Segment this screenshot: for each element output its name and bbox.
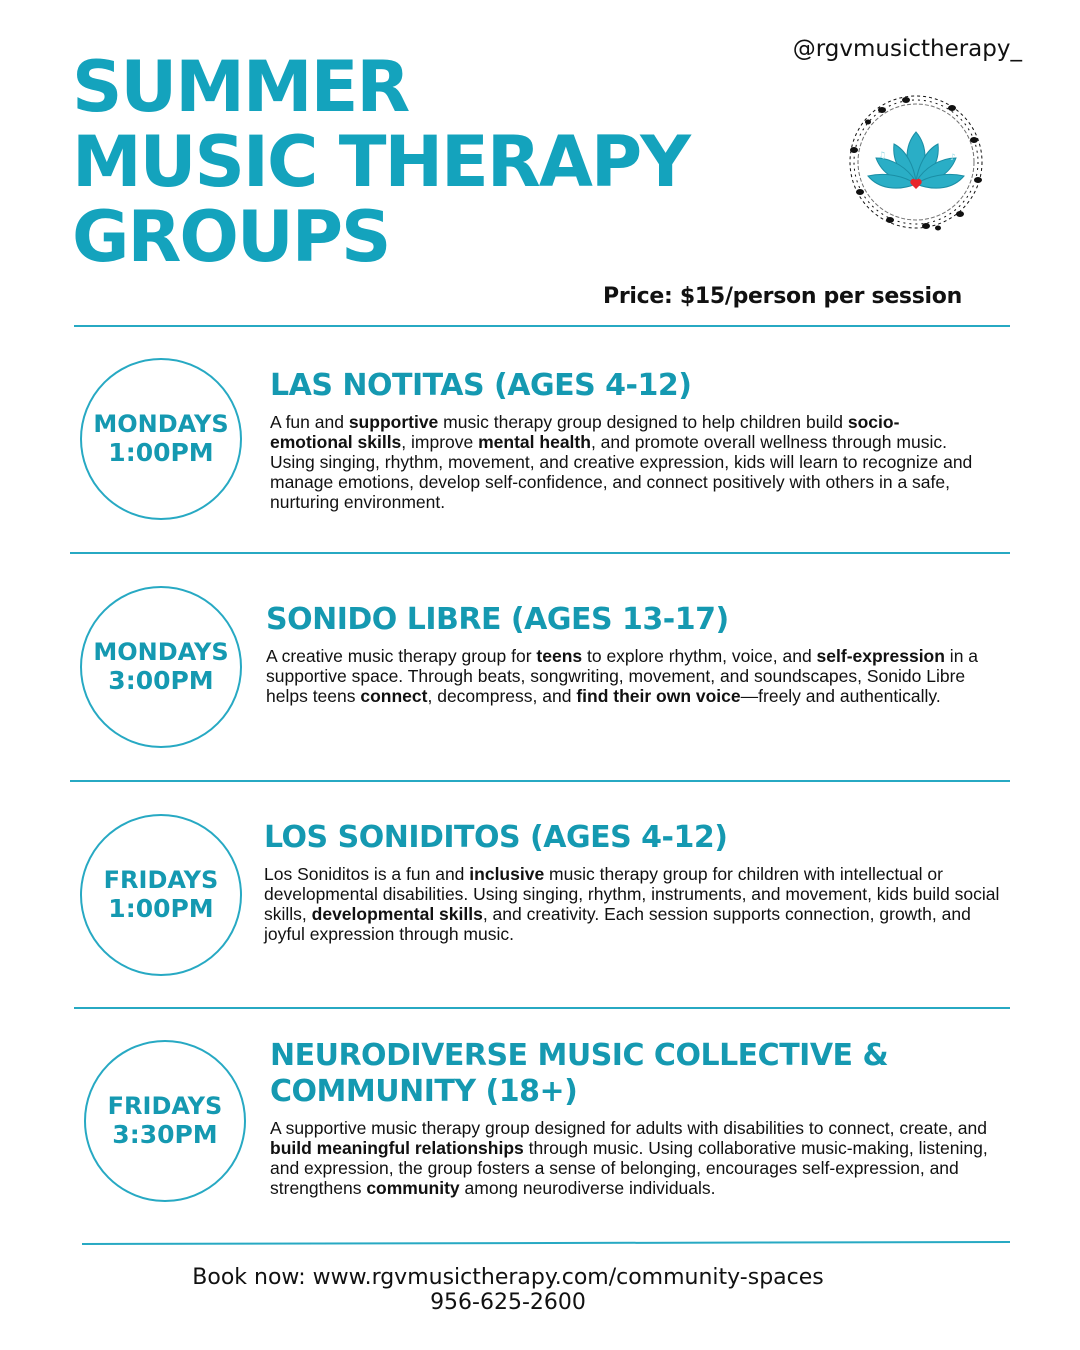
price-label: Price: $15/person per session	[603, 284, 962, 309]
emphasis-text: community	[366, 1178, 460, 1198]
schedule-day: MONDAYS	[93, 638, 229, 666]
booking-link[interactable]: Book now: www.rgvmusictherapy.com/community-spaces	[192, 1265, 824, 1290]
lotus-logo-icon	[842, 88, 990, 236]
schedule-badge	[80, 586, 242, 748]
body-text: A fun and	[270, 412, 349, 432]
divider	[74, 1007, 1010, 1009]
svg-text:♪: ♪	[950, 153, 956, 163]
schedule-day: FRIDAYS	[107, 1092, 223, 1120]
body-text: to explore rhythm, voice, and	[582, 646, 817, 666]
group-title: LOS SONIDITOS (AGES 4-12)	[264, 820, 728, 855]
group-title: NEURODIVERSE MUSIC COLLECTIVE & COMMUNITY (18+)	[270, 1038, 889, 1109]
body-text: A supportive music therapy group designed for adults with disabilities to connect, create, and	[270, 1118, 987, 1138]
body-text: A creative music therapy group for	[266, 646, 537, 666]
svg-text:♫: ♫	[878, 151, 887, 161]
body-text: music therapy group for children with intellectual or developmental disabilities. Using singing, rhythm, instruments, and movement, kids build social skills,	[264, 864, 1000, 924]
emphasis-text: teens	[536, 646, 583, 666]
divider	[70, 552, 1010, 554]
phone-number[interactable]: 956-625-2600	[430, 1290, 586, 1315]
emphasis-text: socio-emotional skills	[270, 412, 900, 452]
body-text: through music. Using collaborative music-making, listening, and expression, the group fosters a sense of belonging, encourages self-expression, and strengthens	[270, 1138, 988, 1198]
group-description	[270, 412, 980, 512]
body-text: , and creativity. Each session supports connection, growth, and joyful expression through music.	[264, 904, 971, 944]
divider	[82, 1241, 1010, 1245]
body-text: Los Soniditos is a fun and	[264, 864, 470, 884]
footer	[0, 1265, 1016, 1315]
body-text: among neurodiverse individuals.	[459, 1178, 716, 1198]
emphasis-text: developmental skills	[311, 904, 483, 924]
title-line-1: SUMMER	[72, 46, 409, 128]
schedule-time: 1:00PM	[108, 438, 214, 467]
emphasis-text: self-expression	[816, 646, 945, 666]
group-description	[264, 864, 1012, 944]
title-line-3: GROUPS	[72, 196, 390, 278]
schedule-time: 3:30PM	[112, 1120, 218, 1149]
body-text: music therapy group designed to help children build	[438, 412, 848, 432]
group-title: LAS NOTITAS (AGES 4-12)	[270, 368, 692, 403]
emphasis-text: inclusive	[469, 864, 545, 884]
schedule-day: MONDAYS	[93, 410, 229, 438]
emphasis-text: mental health	[478, 432, 591, 452]
body-text: —freely and authentically.	[740, 686, 941, 706]
group-title: SONIDO LIBRE (AGES 13-17)	[266, 602, 729, 637]
group-las-notitas	[270, 368, 980, 512]
page-title	[72, 46, 812, 278]
emphasis-text: build meaningful relationships	[270, 1138, 524, 1158]
schedule-badge	[80, 358, 242, 520]
emphasis-text: find their own voice	[576, 686, 741, 706]
schedule-time: 3:00PM	[108, 666, 214, 695]
emphasis-text: supportive	[348, 412, 439, 432]
body-text: , decompress, and	[427, 686, 577, 706]
group-description	[266, 646, 980, 706]
body-text: , and promote overall wellness through music. Using singing, rhythm, movement, and creative expression, kids will learn to recognize and manage emotions, develop self-confidence, and connect positively with others in a safe, nurturing environment.	[270, 432, 973, 512]
schedule-day: FRIDAYS	[103, 866, 219, 894]
schedule-badge	[80, 814, 242, 976]
instagram-handle: @rgvmusictherapy_	[792, 36, 1022, 62]
group-los-soniditos	[264, 820, 1012, 944]
body-text: in a supportive space. Through beats, songwriting, movement, and soundscapes, Sonido Libre helps teens	[266, 646, 979, 706]
body-text: , improve	[401, 432, 479, 452]
divider	[74, 325, 1010, 327]
divider	[70, 780, 1010, 782]
title-line-2: MUSIC THERAPY	[72, 121, 689, 203]
group-description	[270, 1118, 990, 1198]
group-sonido-libre	[266, 602, 980, 706]
emphasis-text: connect	[360, 686, 428, 706]
group-neurodiverse-collective	[270, 1038, 990, 1198]
schedule-time: 1:00PM	[108, 894, 214, 923]
schedule-badge	[84, 1040, 246, 1202]
